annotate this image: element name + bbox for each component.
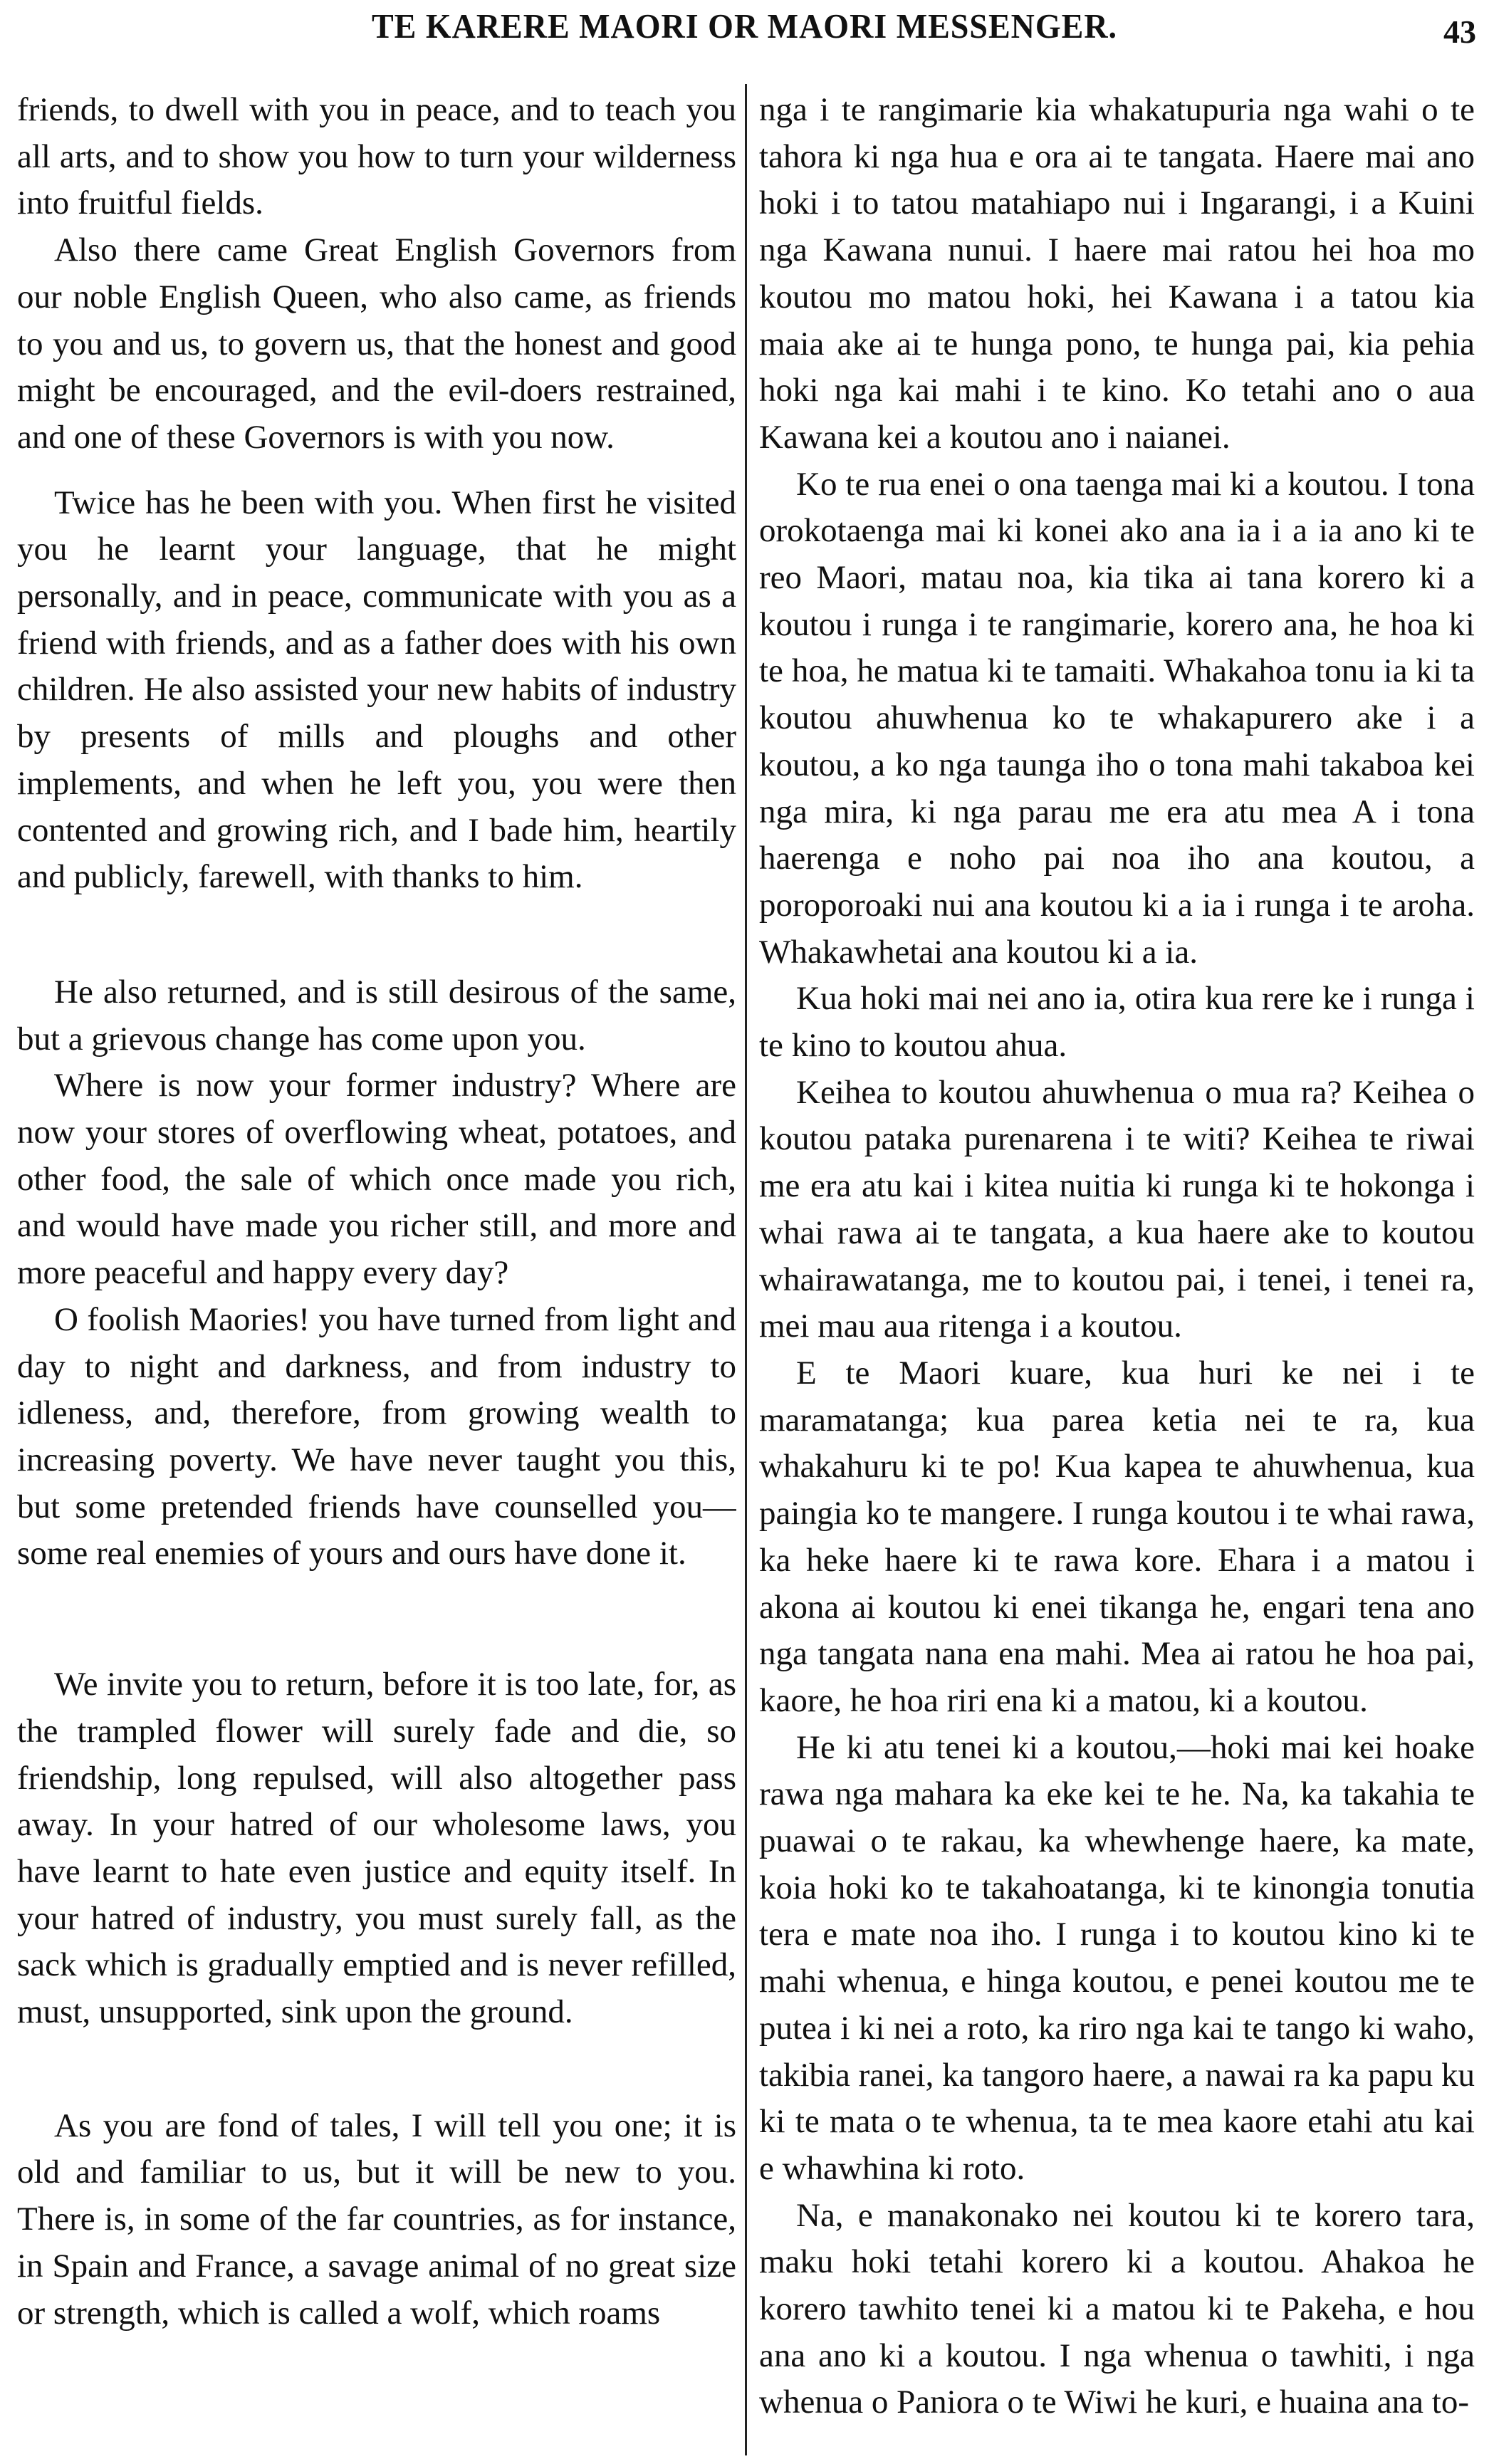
paragraph: friends, to dwell with you in peace, and to teach you all arts, and to show you how to turn your wilderness into fruitful fields. (17, 91, 736, 222)
paragraph: As you are fond of tales, I will tell you one; it is old and familiar to us, but it will be new to you. There is, in some of the far countries, as for instance, in Spain and France, a savage animal of no great size or strength, which is called a wolf, which roams (17, 2107, 736, 2332)
paragraph: Where is now your former industry? Where are now your stores of overflowing wheat, potatoes, and other food, the sale of which once made you rich, and would have made you richer still, and more and more peaceful and happy every day? (17, 1067, 736, 1292)
paragraph: Na, e manakonako nei koutou ki te korero tara, maku hoki tetahi korero ki a koutou. Ahakoa he korero tawhito tenei ki a matou ki te Pakeha, e hou ana ano ki a koutou. I nga whenua o tawhiti, i nga whenua o Paniora o te Wiwi he kuri, e huaina ana to- (759, 2196, 1475, 2421)
english-column (17, 87, 736, 2451)
paragraph: He also returned, and is still desirous of the same, but a grievous change has come upon you. (17, 973, 736, 1058)
paragraph: Kua hoki mai nei ano ia, otira kua rere ke i runga i te kino to koutou ahua. (759, 980, 1475, 1065)
paragraph: He ki atu tenei ki a koutou,—hoki mai kei hoake rawa nga mahara ka eke kei te he. Na, ka takahia te puawai o te rakau, ka whewhenge haere, ka mate, koia hoki ko te takahoatanga, ki te kinongia tonutia tera e mate noa iho. I runga i to koutou kino ki te mahi whenua, e hinga koutou, e penei koutou me te putea i ki nei a roto, ka riro nga kai te tango ki waho, takibia ranei, ka tangoro haere, a nawai ra ka papu ku ki te mata o te whenua, ta te mea kaore etahi atu kai e whawhina ki roto. (759, 1728, 1475, 2187)
paragraph: O foolish Maories! you have turned from light and day to night and darkness, and from industry to idleness, and, therefore, from growing wealth to increasing poverty. We have never taught you this, but some pretended friends have counselled you—some real enemies of yours and ours have done it. (17, 1300, 736, 1572)
paragraph: We invite you to return, before it is too late, for, as the trampled flower will surely fade and die, so friendship, long repulsed, will also altogether pass away. In your hatred of our wholesome laws, you have learnt to hate even justice and equity itself. In your hatred of industry, you must surely fall, as the sack which is gradually emptied and is never refilled, must, unsupported, sink upon the ground. (17, 1666, 736, 2031)
page-header (0, 0, 1489, 71)
page-number: 43 (1443, 14, 1476, 50)
paragraph: nga i te rangimarie kia whakatupuria nga wahi o te tahora ki nga hua e ora ai te tangata. Haere mai ano hoki i to tatou matahiapo nui i Ingarangi, i a Kuini nga Kawana nunui. I haere mai ratou hei hoa mo koutou mo matou hoki, hei Kawana i a tatou kia maia ake ai te hunga pono, te hunga pai, kia pehia hoki nga kai mahi i te kino. Ko tetahi ano o aua Kawana kei a koutou ano i naianei. (759, 91, 1475, 456)
paragraph: Ko te rua enei o ona taenga mai ki a koutou. I tona orokotaenga mai ki konei ako ana ia i a ia ano ki te reo Maori, matau noa, kia tika ai tana korero ki a koutou i runga i te rangimarie, korero ana, he hoa ki te hoa, he matua ki te tamaiti. Whakahoa tonu ia ki ta koutou ahuwhenua ko te whakapurero ake i a koutou, a ko nga taunga iho o tona mahi takaboa kei nga mira, ki nga parau me era atu mea A i tona haerenga e noho pai noa iho ana koutou, a poroporoaki nui ana koutou ki a ia i runga i te aroha. Whakawhetai ana koutou ki a ia. (759, 465, 1475, 971)
paragraph: Keihea to koutou ahuwhenua o mua ra? Keihea o koutou pataka purenarena i te witi? Keihea te riwai me era atu kai i kitea nuitia ki runga ki te hokonga i whai rawa ai te tangata, a kua haere ake to koutou whairawatanga, me to koutou pai, i tenei, i tenei ra, mei mau aua ritenga i a koutou. (759, 1073, 1475, 1345)
maori-column (759, 87, 1475, 2451)
running-title: TE KARERE MAORI OR MAORI MESSENGER. (371, 6, 1118, 46)
paragraph: Twice has he been with you. When first he visited you he learnt your language, that he might personally, and in peace, communicate with you as a friend with friends, and as a father does with his own children. He also assisted your new habits of industry by presents of mills and ploughs and other implements, and when he left you, you were then contented and growing rich, and I bade him, heartily and publicly, farewell, with thanks to him. (17, 484, 736, 896)
paragraph: Also there came Great English Governors from our noble English Queen, who also came, as friends to you and us, to govern us, that the honest and good might be encouraged, and the evil-doers restrained, and one of these Governors is with you now. (17, 231, 736, 456)
column-divider (745, 84, 747, 2455)
paragraph: E te Maori kuare, kua huri ke nei i te maramatanga; kua parea ketia nei te ra, kua whakahuru ki te po! Kua kapea te ahuwhenua, kua paingia ko te mangere. I runga koutou i te whai rawa, ka heke haere ki te rawa kore. Ehara i a matou i akona ai koutou ki enei tikanga he, engari tena ano nga tangata nana ena mahi. Mea ai ratou he hoa pai, kaore, he hoa riri ena ki a matou, ki a koutou. (759, 1354, 1475, 1719)
